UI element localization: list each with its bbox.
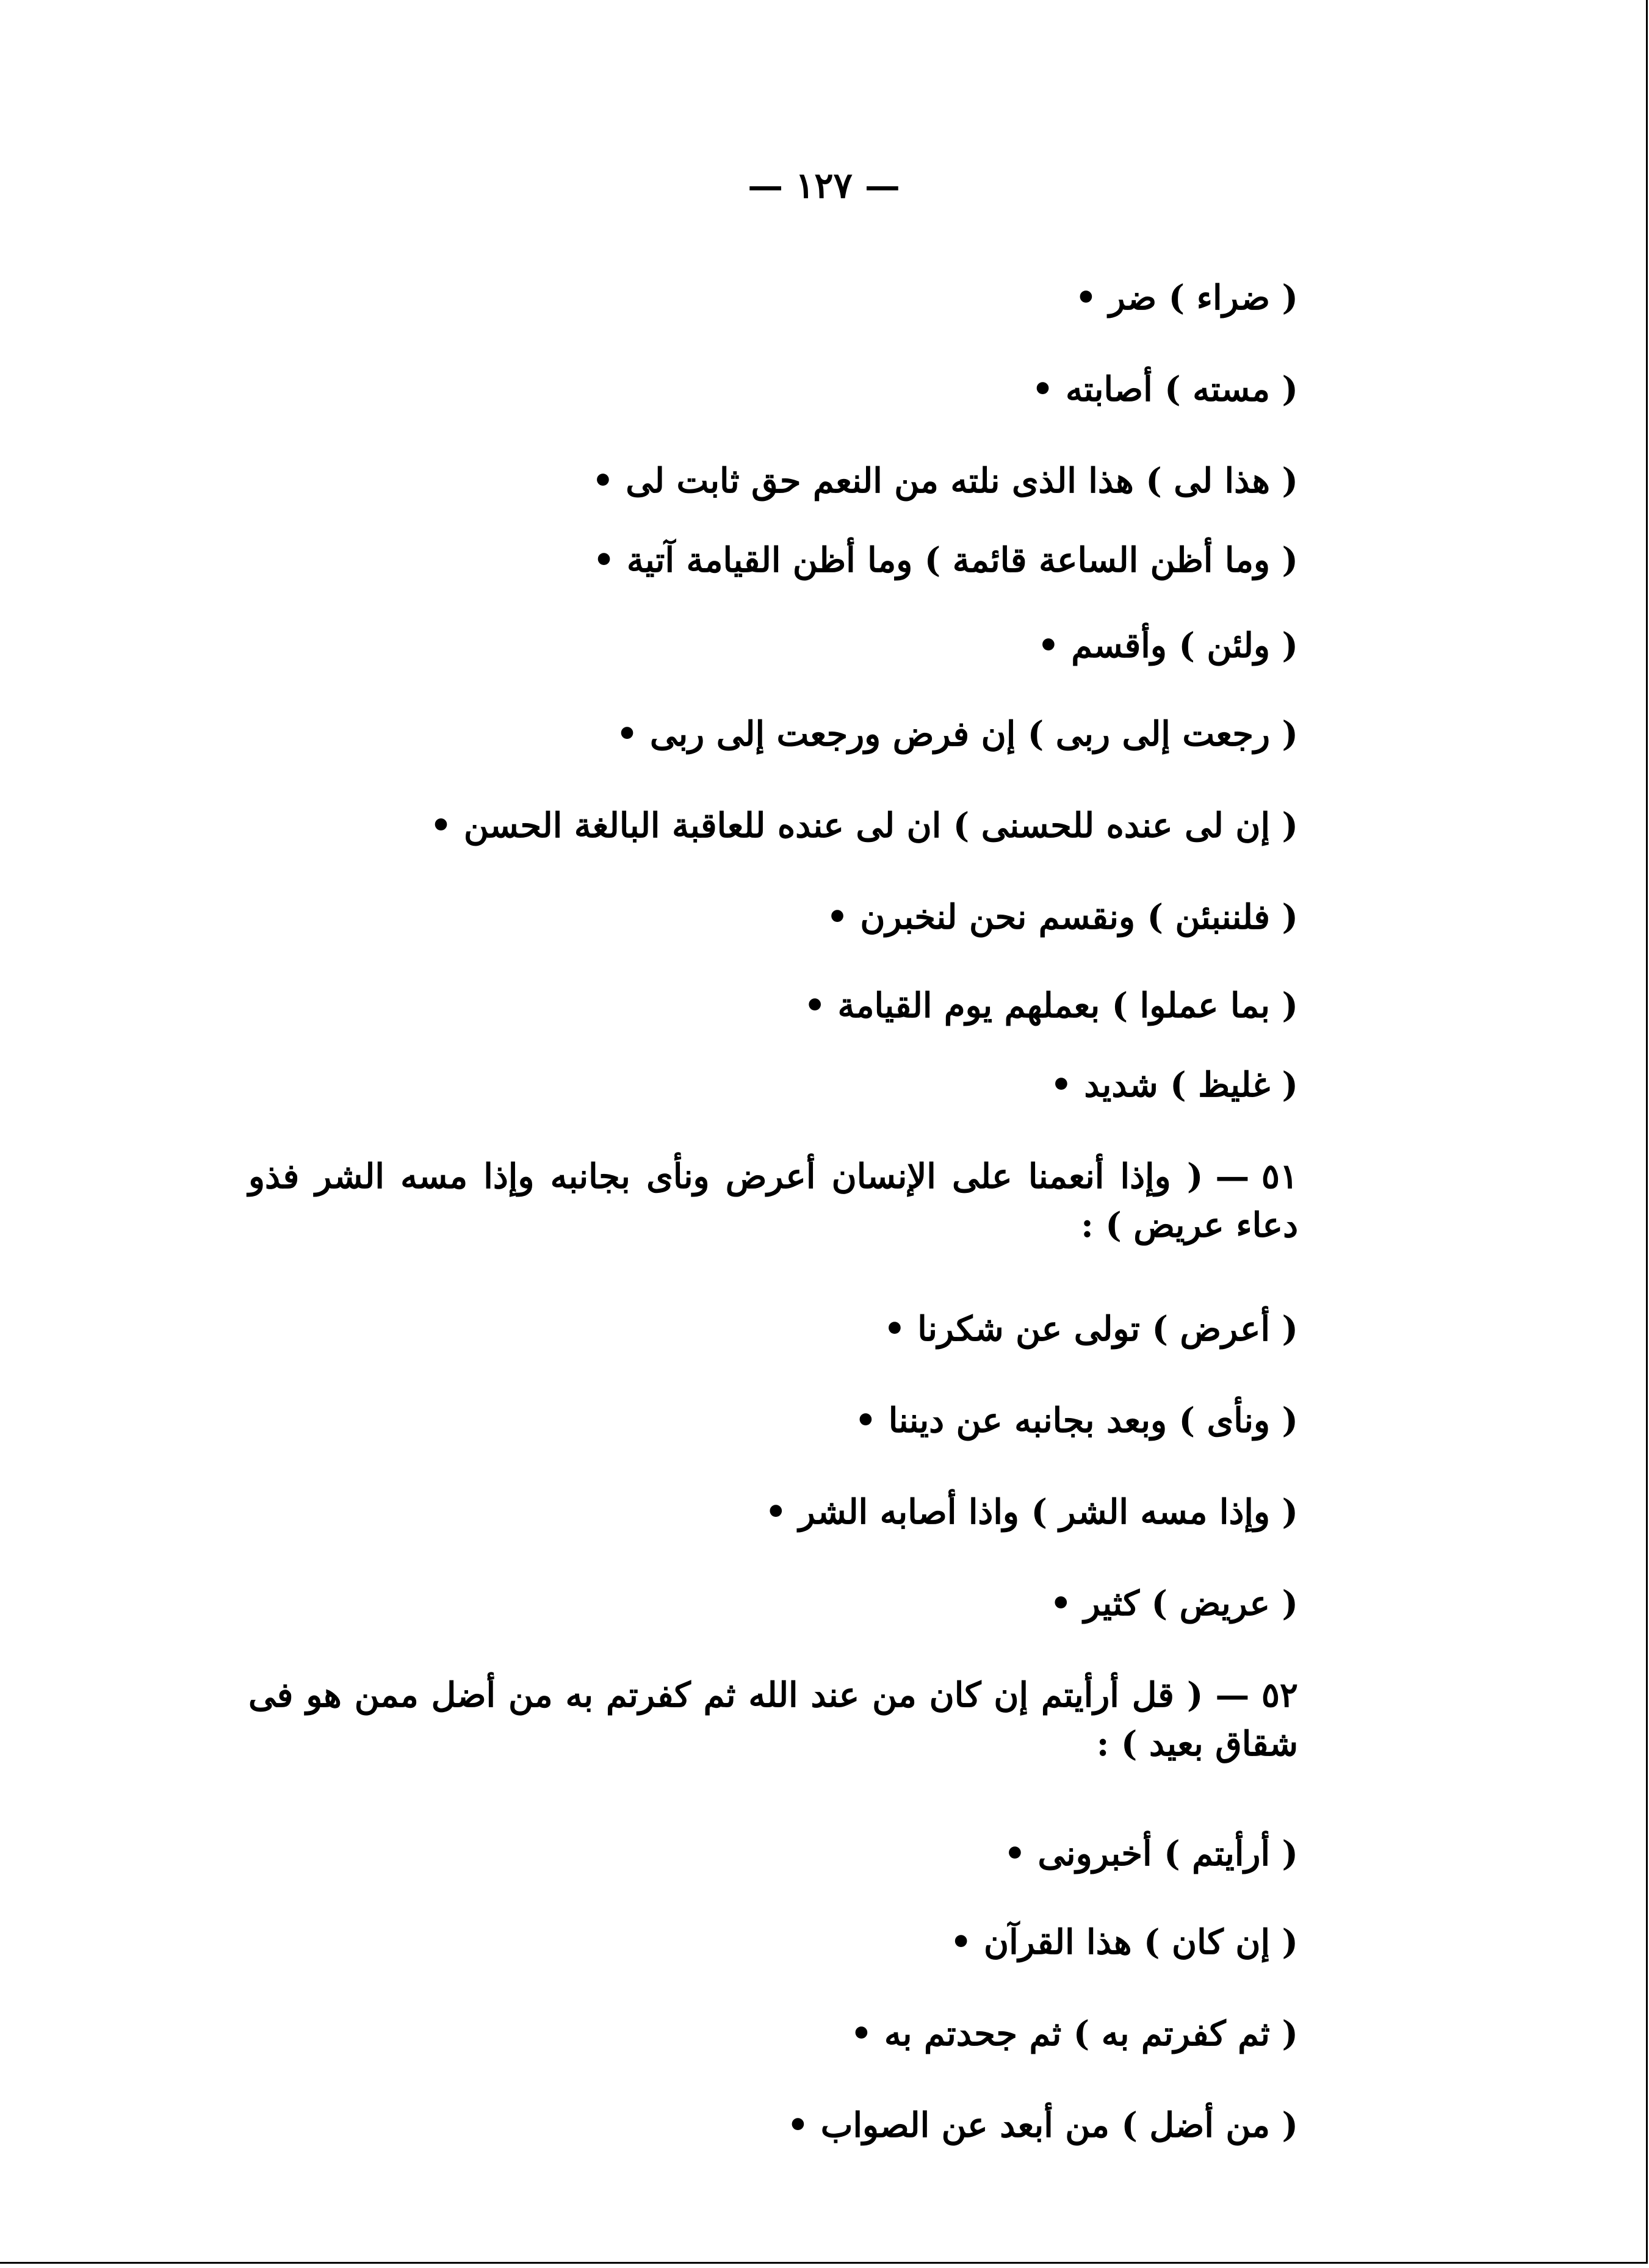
- gloss-line: ( رجعت إلى ربى ) إن فرض ورجعت إلى ربى •: [616, 714, 1298, 754]
- gloss-line: ( إن كان ) هذا القرآن •: [950, 1922, 1298, 1962]
- verse-number: ٥١ —: [1215, 1156, 1298, 1197]
- gloss-line: ( إن لى عنده للحسنى ) ان لى عنده للعاقبة البالغة الحسن •: [430, 805, 1298, 846]
- gloss-line: ( غليظ ) شديد •: [1050, 1065, 1298, 1105]
- gloss-line: ( أرأيتم ) أخبرونى •: [1004, 1834, 1298, 1874]
- gloss-line: ( ضراء ) ضر •: [1075, 278, 1298, 318]
- gloss-line: ( هذا لى ) هذا الذى نلته من النعم حق ثابت لى •: [591, 461, 1298, 501]
- verse-51: [248, 1152, 1298, 1250]
- gloss-line: ( بما عملوا ) بعملهم يوم القيامة •: [804, 985, 1298, 1026]
- gloss-line: ( ونأى ) وبعد بجانبه عن ديننا •: [854, 1400, 1298, 1441]
- gloss-line: ( عريض ) كثير •: [1050, 1583, 1298, 1624]
- verse-52: [248, 1671, 1298, 1768]
- verse-number: ٥٢ —: [1215, 1675, 1298, 1715]
- gloss-line: ( ولئن ) وأقسم •: [1037, 625, 1298, 666]
- gloss-line: ( وإذا مسه الشر ) واذا أصابه الشر •: [765, 1492, 1298, 1532]
- gloss-line: ( فلننبئن ) ونقسم نحن لنخبرن •: [826, 897, 1298, 937]
- gloss-line: ( مسته ) أصابته •: [1031, 369, 1298, 409]
- gloss-line: ( أعرض ) تولى عن شكرنا •: [883, 1309, 1298, 1349]
- gloss-line: ( من أضل ) من أبعد عن الصواب •: [787, 2105, 1298, 2145]
- verse-text: ( وإذا أنعمنا على الإنسان أعرض ونأى بجانبه وإذا مسه الشر فذو دعاء عريض ) :: [248, 1156, 1298, 1245]
- gloss-line: ( وما أظن الساعة قائمة ) وما أظن القيامة آتية •: [593, 540, 1298, 580]
- page-number: — ١٢٧ —: [748, 165, 900, 206]
- verse-text: ( قل أرأيتم إن كان من عند الله ثم كفرتم به من أضل ممن هو فى شقاق بعيد ) :: [248, 1675, 1298, 1764]
- gloss-line: ( ثم كفرتم به ) ثم جحدتم به •: [850, 2014, 1298, 2054]
